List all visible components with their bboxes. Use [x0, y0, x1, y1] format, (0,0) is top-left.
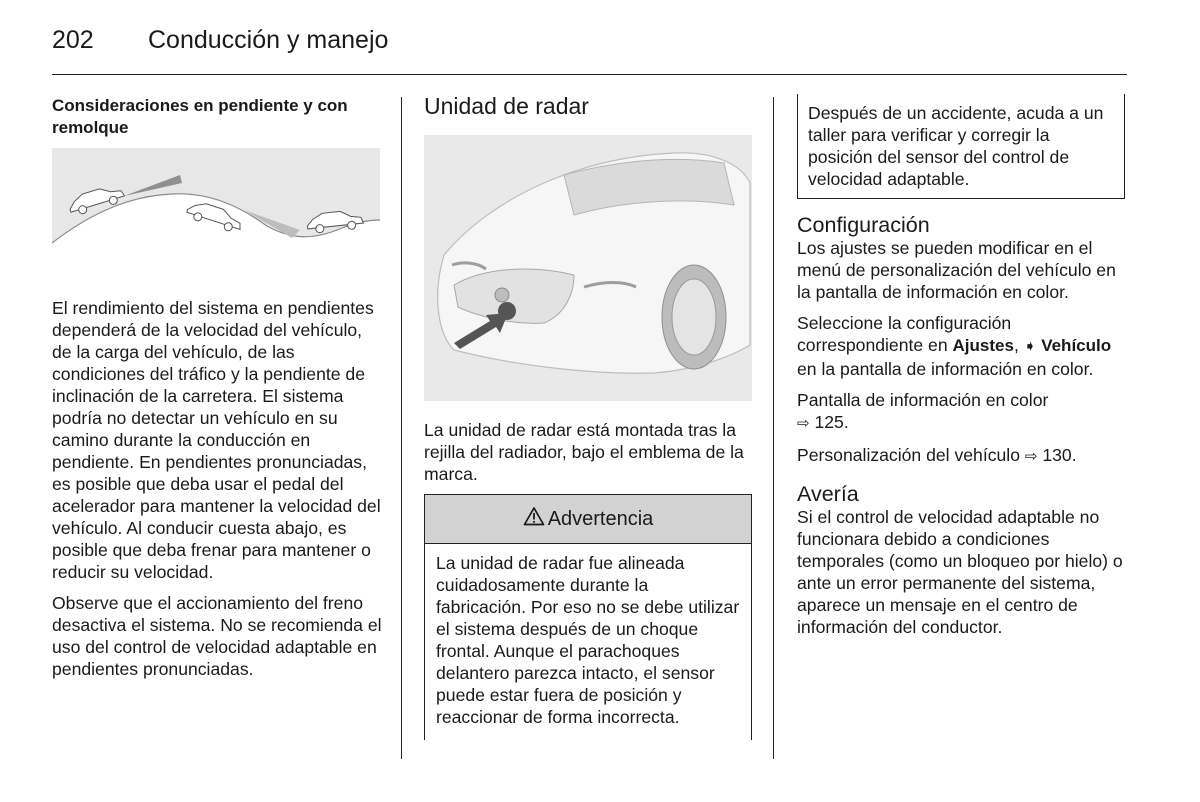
reference-page: 130.	[1042, 445, 1077, 465]
menu-arrow-icon: ➧	[1023, 338, 1037, 355]
page-header	[52, 22, 1127, 75]
cross-reference	[797, 389, 1127, 435]
text-run: Seleccione la configuración correspondiente en	[797, 313, 1012, 355]
column-left	[52, 95, 382, 680]
warning-box	[424, 494, 752, 740]
warning-header	[425, 495, 751, 544]
notice-box: Después de un accidente, acuda a un taller para verificar y corregir la posición del sensor del control de velocidad adaptable.	[797, 94, 1125, 199]
menu-path-ajustes: Ajustes	[952, 336, 1014, 355]
section-heading: Avería	[797, 482, 859, 506]
body-paragraph: Observe que el accionamiento del freno desactiva el sistema. No se recomienda el uso del control de velocidad adaptable en pendientes pronunciadas.	[52, 593, 382, 679]
cross-reference	[797, 444, 1127, 468]
hill-illustration	[52, 148, 380, 278]
column-divider	[401, 97, 402, 759]
text-run: en la pantalla de información en color.	[797, 359, 1094, 379]
body-paragraph: Si el control de velocidad adaptable no funcionara debido a condiciones temporales (como un bloqueo por hielo) o ante un error permanente del sistema, aparece un mensaje en el centro de información del conductor.	[797, 507, 1123, 637]
section-heading: Unidad de radar	[424, 93, 589, 119]
column-divider	[773, 97, 774, 759]
section-subheading: Consideraciones en pendiente y con remolque	[52, 96, 348, 137]
column-middle	[424, 93, 754, 740]
menu-path-vehiculo: Vehículo	[1041, 336, 1112, 355]
reference-page: 125.	[814, 412, 849, 432]
body-paragraph: El rendimiento del sistema en pendientes dependerá de la velocidad del vehículo, de la carga del vehículo, de las condiciones del tráfico y la pendiente de inclinación de la carretera. El sistema podría no detectar un vehículo en su camino durante la conducción en pendiente. En pendientes pronunciadas, es posible que deba usar el pedal del acelerador para mantener la velocidad del vehículo. Al conducir cuesta abajo, es posible que deba frenar para mantener o reducir su velocidad.	[52, 298, 381, 582]
section-heading: Configuración	[797, 213, 930, 237]
reference-text: Pantalla de información en color	[797, 390, 1049, 410]
warning-title: Advertencia	[547, 507, 654, 530]
warning-triangle-icon	[523, 506, 545, 532]
column-right	[797, 94, 1127, 638]
body-paragraph	[797, 312, 1127, 380]
page-reference-arrow-icon: ⇨	[797, 415, 810, 432]
page-number: 202	[52, 26, 94, 54]
page-reference-arrow-icon: ⇨	[1024, 448, 1038, 465]
warning-body: La unidad de radar fue alineada cuidadosamente durante la fabricación. Por eso no se debe utilizar el sistema después de un choque frontal. Aunque el parachoques delantero parezca intacto, el sensor puede estar fuera de posición y reaccionar de forma incorrecta.	[436, 553, 740, 727]
text-run: ,	[1013, 335, 1019, 355]
body-paragraph: La unidad de radar está montada tras la rejilla del radiador, bajo el emblema de la marca.	[424, 420, 744, 484]
car-front-illustration	[424, 135, 752, 401]
page-title: Conducción y manejo	[148, 26, 389, 54]
reference-text: Personalización del vehículo	[797, 445, 1020, 465]
body-paragraph: Los ajustes se pueden modificar en el menú de personalización del vehículo en la pantalla de información en color.	[797, 238, 1116, 302]
